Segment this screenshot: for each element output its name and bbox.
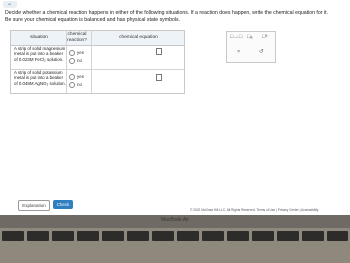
header-situation: situation bbox=[30, 35, 48, 40]
table-row bbox=[11, 69, 184, 93]
keyboard-key bbox=[177, 231, 199, 241]
radio-circle-icon bbox=[69, 82, 75, 88]
header-reaction: chemical reaction? bbox=[67, 32, 87, 43]
keyboard-key bbox=[152, 231, 174, 241]
keyboard-key bbox=[102, 231, 124, 241]
radio-circle-icon bbox=[69, 74, 75, 80]
table-row bbox=[11, 45, 184, 70]
header-equation: chemical equation bbox=[119, 35, 158, 40]
keyboard-key bbox=[77, 231, 99, 241]
equation-input[interactable] bbox=[156, 74, 162, 81]
keyboard-key bbox=[227, 231, 249, 241]
equation-input[interactable] bbox=[156, 48, 162, 55]
radio-no[interactable]: no bbox=[69, 58, 82, 64]
laptop-label: MacBook Air bbox=[160, 217, 190, 223]
radio-yes[interactable]: yes bbox=[69, 50, 84, 56]
radio-circle-icon bbox=[69, 58, 75, 64]
superscript-button[interactable]: □ᵃ bbox=[262, 34, 268, 40]
keyboard-key bbox=[302, 231, 324, 241]
subscript-button[interactable]: □ₐ bbox=[247, 34, 253, 40]
keyboard-key bbox=[52, 231, 74, 241]
equation-toolbar bbox=[226, 31, 276, 63]
chevron-down-icon: ⌄ bbox=[7, 1, 13, 7]
situation-text: A strip of solid potassium metal is put into a beaker of 0.048M AgNO₃ solution. bbox=[14, 70, 66, 86]
keyboard-key bbox=[277, 231, 299, 241]
reaction-table bbox=[10, 30, 185, 94]
footer-text: © 2022 McGraw Hill LLC. All Rights Reserved. Terms of Use | Privacy Center | Accessibility bbox=[190, 208, 319, 212]
keyboard-key bbox=[252, 231, 274, 241]
clear-icon[interactable]: × bbox=[237, 49, 241, 55]
instructions-text: Decide whether a chemical reaction happens in either of the following situations. If a reaction does happen, write the chemical equation for it. Be sure your chemical equation is balanced and has physical state symbols. bbox=[5, 10, 328, 23]
keyboard-key bbox=[327, 231, 348, 241]
keyboard-key bbox=[127, 231, 149, 241]
keyboard-key bbox=[202, 231, 224, 241]
explanation-button[interactable]: Explanation bbox=[18, 200, 50, 211]
collapse-tab[interactable] bbox=[3, 1, 17, 8]
undo-icon[interactable]: ↺ bbox=[259, 49, 264, 55]
radio-yes[interactable]: yes bbox=[69, 74, 84, 80]
check-button[interactable]: Check bbox=[53, 200, 73, 209]
situation-text: A strip of solid magnesium metal is put into a beaker of 0.023M FeCl₂ solution. bbox=[14, 46, 66, 62]
table-header bbox=[11, 31, 184, 46]
keyboard-key bbox=[27, 231, 49, 241]
reaction-arrow-button[interactable]: □→□ bbox=[230, 34, 243, 40]
keyboard-key bbox=[2, 231, 24, 241]
radio-circle-icon bbox=[69, 50, 75, 56]
radio-no[interactable]: no bbox=[69, 82, 82, 88]
